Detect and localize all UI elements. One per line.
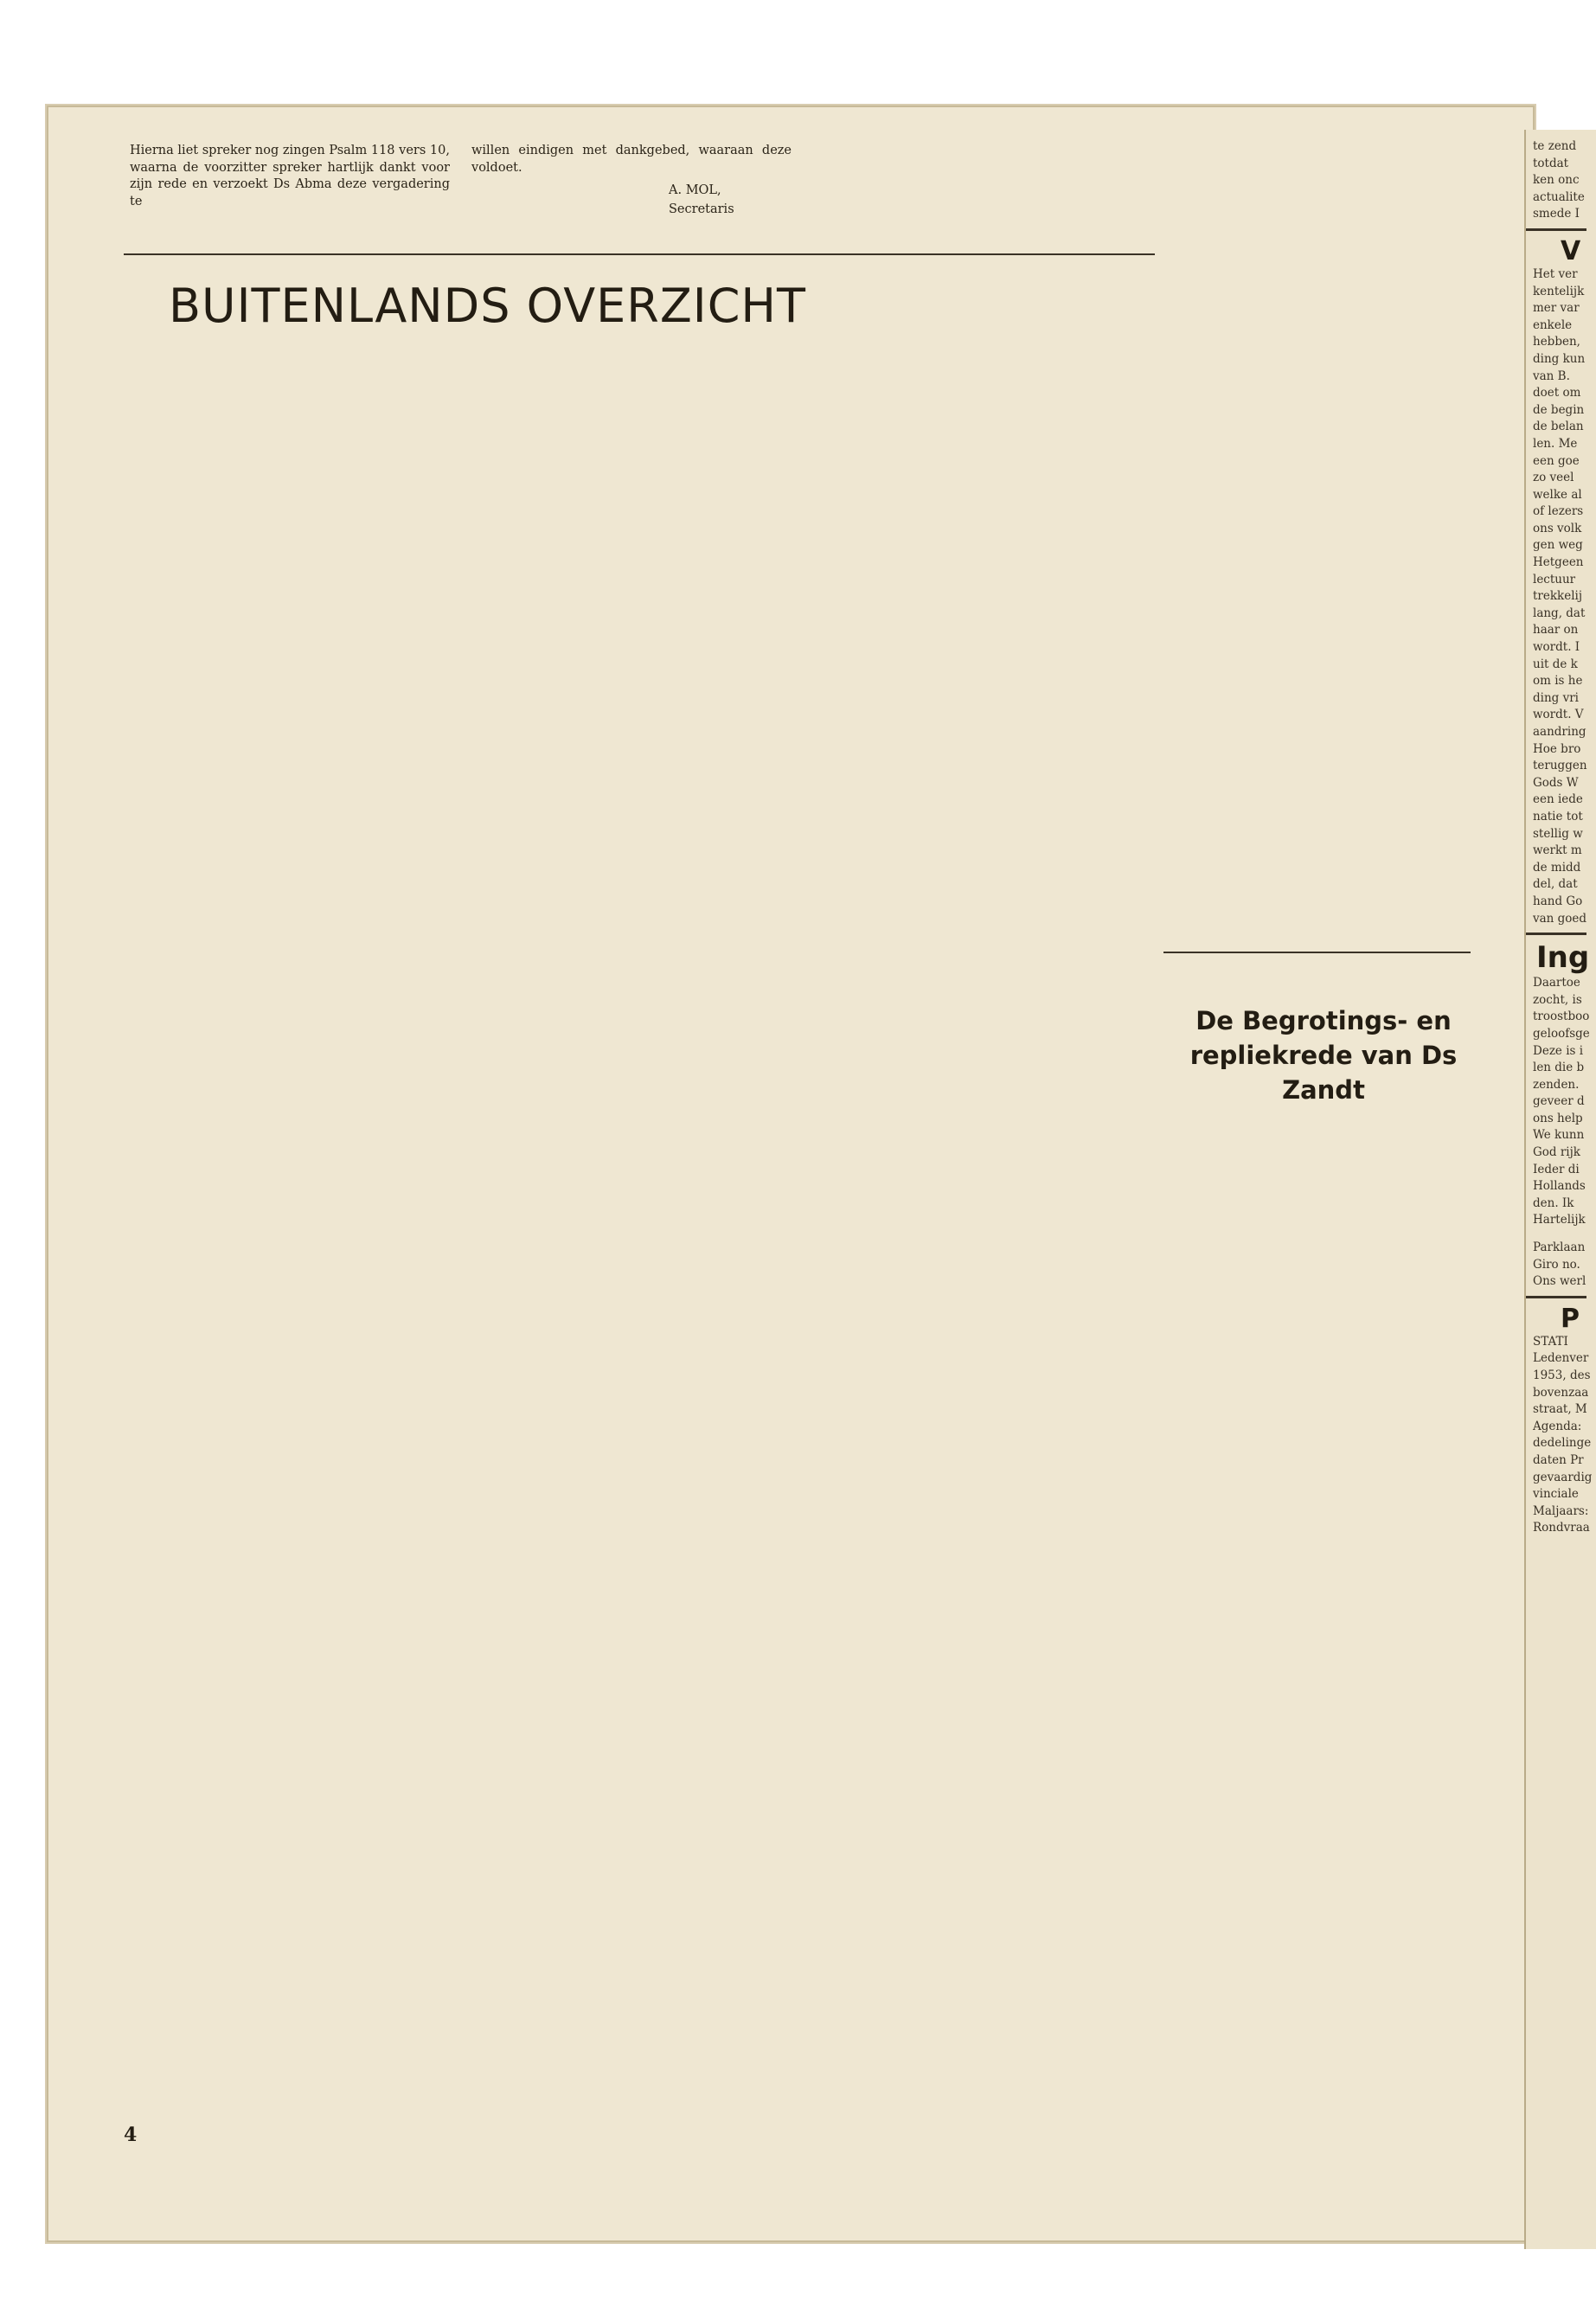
adjacent-line: de midd — [1533, 860, 1581, 875]
adjacent-line: Giro no. — [1533, 1257, 1580, 1272]
adjacent-line: gen weg — [1533, 538, 1583, 553]
adjacent-line: gevaardig — [1533, 1470, 1593, 1484]
adjacent-line: 1953, des — [1533, 1368, 1591, 1382]
adjacent-line: Hoe bro — [1533, 741, 1581, 756]
adjacent-line: ons volk — [1533, 521, 1582, 535]
adjacent-page-strip — [1524, 130, 1596, 2249]
adjacent-line: werkt m — [1533, 843, 1582, 858]
adjacent-line: Ledenver — [1533, 1351, 1589, 1366]
adjacent-heading-p: P — [1561, 1303, 1580, 1334]
adjacent-line: zocht, is — [1533, 992, 1582, 1007]
adjacent-line: vinciale — [1533, 1487, 1579, 1502]
adjacent-line: van goed — [1533, 911, 1587, 926]
adjacent-line: zo veel — [1533, 471, 1574, 485]
adjacent-line: lang, dat — [1533, 606, 1586, 620]
intro-closing-block — [471, 143, 792, 182]
adjacent-line: Het ver — [1533, 266, 1578, 281]
adjacent-line: stellig w — [1533, 826, 1583, 841]
adjacent-line: ons help — [1533, 1111, 1583, 1125]
adjacent-rule-3 — [1526, 1296, 1586, 1298]
adjacent-line: doet om — [1533, 386, 1581, 401]
intro-paragraph — [130, 143, 450, 215]
adjacent-line: Rondvraa — [1533, 1521, 1590, 1535]
adjacent-line: Parklaan — [1533, 1240, 1586, 1255]
adjacent-line: geloofsge — [1533, 1026, 1590, 1041]
adjacent-line: haar on — [1533, 623, 1579, 638]
adjacent-rule — [1526, 228, 1586, 231]
adjacent-line: len. Me — [1533, 436, 1578, 451]
adjacent-line: wordt. V — [1533, 708, 1584, 722]
adjacent-line: len die b — [1533, 1061, 1585, 1075]
adjacent-line: straat, M — [1533, 1402, 1587, 1417]
adjacent-line: de begin — [1533, 402, 1585, 417]
adjacent-line: Ons werl — [1533, 1274, 1586, 1289]
adjacent-line: Hetgeen — [1533, 555, 1584, 570]
intro-text: Hierna liet spreker nog zingen Psalm 118 vers 10, waarna de voorzitter spreker hartlijk dankt voor zijn rede en verzoekt Ds Abma deze vergadering te — [130, 144, 450, 208]
newspaper-page — [45, 104, 1536, 2244]
intro-closing: willen eindigen met dankgebed, waaraan deze voldoet. — [471, 144, 792, 175]
adjacent-line: wordt. I — [1533, 640, 1580, 655]
adjacent-line: een goe — [1533, 453, 1580, 468]
adjacent-line: mer var — [1533, 301, 1580, 316]
adjacent-line: troostboo — [1533, 1009, 1590, 1024]
adjacent-line: hand Go — [1533, 894, 1583, 908]
adjacent-line: actualite — [1533, 189, 1585, 204]
adjacent-line: zenden. — [1533, 1077, 1580, 1092]
adjacent-line: te zend — [1533, 139, 1577, 153]
adjacent-initial-v: V — [1561, 235, 1581, 266]
adjacent-line: uit de k — [1533, 657, 1578, 671]
adjacent-line: teruggen — [1533, 759, 1587, 773]
adjacent-line: ding kun — [1533, 351, 1586, 366]
adjacent-line: natie tot — [1533, 809, 1583, 824]
adjacent-line: smede I — [1533, 207, 1580, 221]
side-article-headline: De Begrotings- en repliekrede van Ds Zandt — [1189, 1006, 1458, 1105]
adjacent-line: Deze is i — [1533, 1043, 1584, 1058]
section-divider — [124, 253, 1155, 255]
side-article-divider — [1163, 952, 1471, 953]
adjacent-line: STATI — [1533, 1334, 1568, 1349]
adjacent-line: geveer d — [1533, 1094, 1585, 1109]
adjacent-line: dedelinge — [1533, 1436, 1592, 1451]
adjacent-line: God rijk — [1533, 1145, 1580, 1160]
adjacent-line: bovenzaa — [1533, 1385, 1589, 1400]
adjacent-line: hebben, — [1533, 335, 1580, 349]
signature-name: A. MOL, — [669, 183, 721, 197]
adjacent-line: Agenda: — [1533, 1419, 1582, 1433]
adjacent-line: Ieder di — [1533, 1162, 1580, 1176]
adjacent-rule-2 — [1526, 933, 1586, 935]
signature-role: Secretaris — [669, 202, 734, 216]
adjacent-line: Hartelijk — [1533, 1213, 1586, 1227]
adjacent-line: Hollands — [1533, 1179, 1586, 1194]
adjacent-line: Maljaars: — [1533, 1503, 1589, 1518]
adjacent-line: aandring — [1533, 725, 1586, 739]
adjacent-line: totdat — [1533, 156, 1569, 170]
adjacent-line: een iede — [1533, 792, 1583, 807]
page-number: 4 — [124, 2124, 138, 2146]
adjacent-line: den. Ik — [1533, 1195, 1574, 1210]
adjacent-line: lectuur — [1533, 572, 1576, 586]
adjacent-line: We kunn — [1533, 1128, 1585, 1143]
adjacent-line: ken onc — [1533, 173, 1580, 188]
adjacent-line: de belan — [1533, 420, 1584, 434]
adjacent-line: ding vri — [1533, 690, 1579, 705]
adjacent-line: kentelijk — [1533, 284, 1585, 298]
adjacent-line: trekkelij — [1533, 589, 1583, 604]
adjacent-line: welke al — [1533, 487, 1582, 502]
adjacent-heading-ing: Ing — [1536, 940, 1590, 976]
adjacent-line: daten Pr — [1533, 1452, 1584, 1467]
adjacent-line: enkele — [1533, 317, 1573, 332]
adjacent-line: del, dat — [1533, 877, 1578, 892]
adjacent-line: om is he — [1533, 674, 1583, 689]
adjacent-line: van B. — [1533, 369, 1570, 383]
adjacent-line: Gods W — [1533, 775, 1579, 790]
article-headline: BUITENLANDS OVERZICHT — [169, 279, 807, 333]
adjacent-line: Daartoe — [1533, 976, 1580, 990]
adjacent-line: of lezers — [1533, 504, 1584, 519]
